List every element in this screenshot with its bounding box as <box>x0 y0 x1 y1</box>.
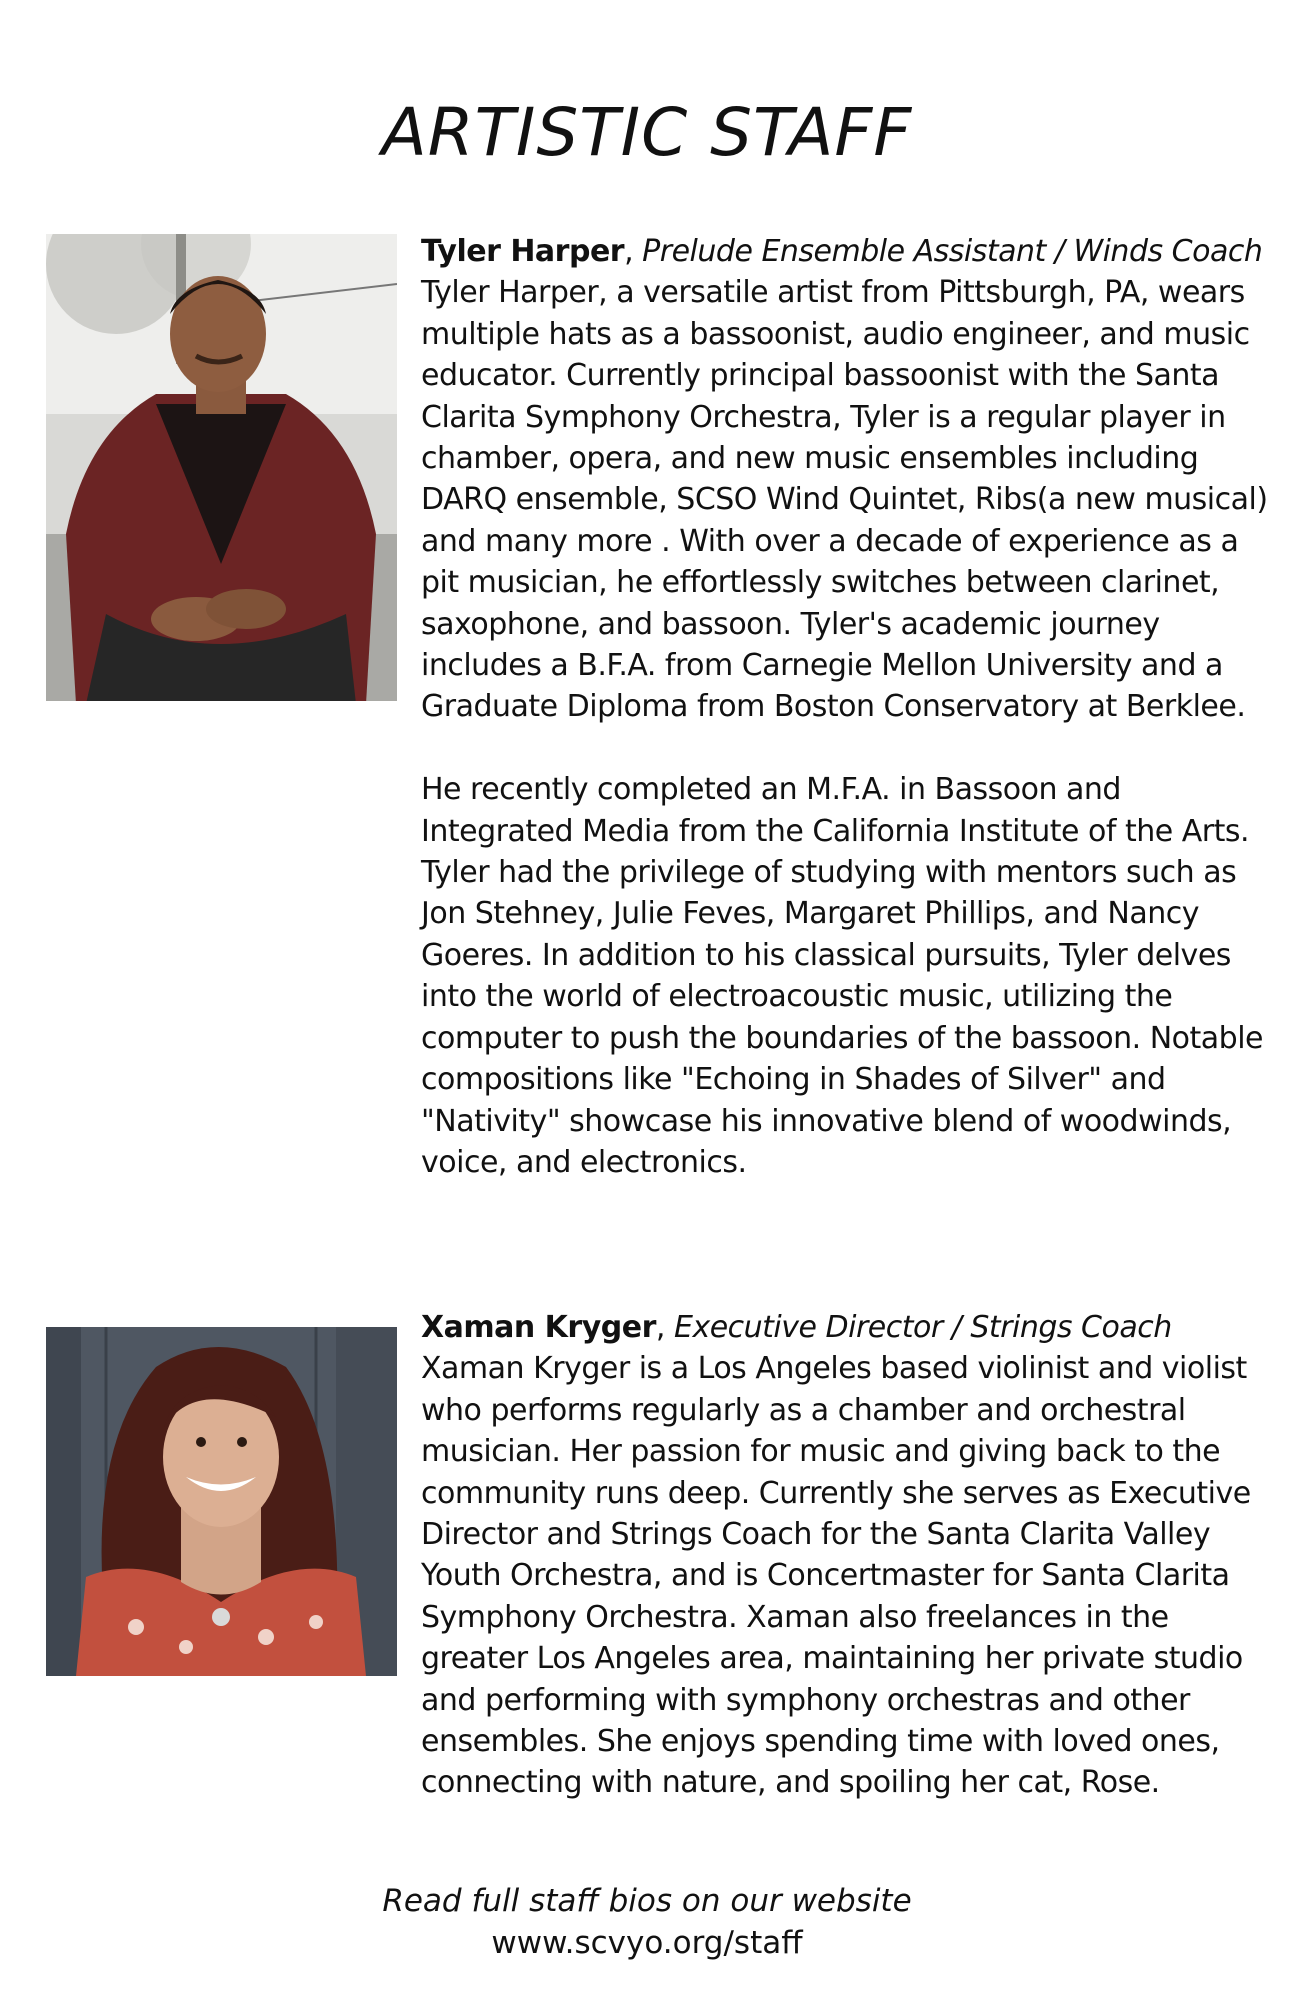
portrait-illustration <box>46 1327 397 1676</box>
bio-heading <box>421 1307 1269 1804</box>
tyler-harper-bio <box>421 231 1269 1183</box>
bio-paragraph: Xaman Kryger is a Los Angeles based violinist and violist who performs regularly as a chamber and orchestral musician. Her passion for music and giving back to the community runs deep. Currently she serves as Executive Director and Strings Coach for the Santa Clarita Valley Youth Orchestra, and is Concertmaster for Santa Clarita Symphony Orchestra. Xaman also freelances in the greater Los Angeles area, maintaining her private studio and performing with symphony orchestras and other ensembles. She enjoys spending time with loved ones, connecting with nature, and spoiling her cat, Rose. <box>421 1351 1251 1801</box>
website-link[interactable]: www.scvyo.org/staff <box>491 1925 803 1961</box>
page-title: ARTISTIC STAFF <box>381 94 913 171</box>
portrait-illustration <box>46 234 397 701</box>
name-separator: , <box>655 1310 674 1345</box>
bio-paragraph: He recently completed an M.F.A. in Bassoon and Integrated Media from the California Institute of the Arts. Tyler had the privilege of studying with mentors such as Jon Stehney, Julie Feves, Margaret Phillips, and Nancy Goeres. In addition to his classical pursuits, Tyler delves into the world of electroacoustic music, utilizing the computer to push the boundaries of the bassoon. Notable compositions like "Echoing in Shades of Silver" and "Nativity" showcase his innovative blend of woodwinds, voice, and electronics. <box>421 772 1264 1180</box>
footer <box>0 1880 1294 1964</box>
staff-name: Xaman Kryger <box>421 1310 656 1345</box>
bio-paragraph: Tyler Harper, a versatile artist from Pittsburgh, PA, wears multiple hats as a bassoonist, audio engineer, and music educator. Currently principal bassoonist with the Santa Clarita Symphony Orchestra, Tyler is a regular player in chamber, opera, and new music ensembles including DARQ ensemble, SCSO Wind Quintet, Ribs(a new musical) and many more . With over a decade of experience as a pit musician, he effortlessly switches between clarinet, saxophone, and bassoon. Tyler's academic journey includes a B.F.A. from Carnegie Mellon University and a Graduate Diploma from Boston Conservatory at Berklee. <box>421 275 1268 725</box>
staff-name: Tyler Harper <box>421 234 625 269</box>
staff-role: Prelude Ensemble Assistant / Winds Coach <box>642 234 1263 269</box>
tyler-harper-photo <box>46 234 397 701</box>
footer-cta: Read full staff bios on our website <box>382 1883 912 1919</box>
xaman-kryger-photo <box>46 1327 397 1676</box>
name-separator: , <box>624 234 643 269</box>
bio-heading <box>421 231 1269 728</box>
xaman-kryger-bio <box>421 1307 1269 1804</box>
staff-role: Executive Director / Strings Coach <box>673 1310 1172 1345</box>
